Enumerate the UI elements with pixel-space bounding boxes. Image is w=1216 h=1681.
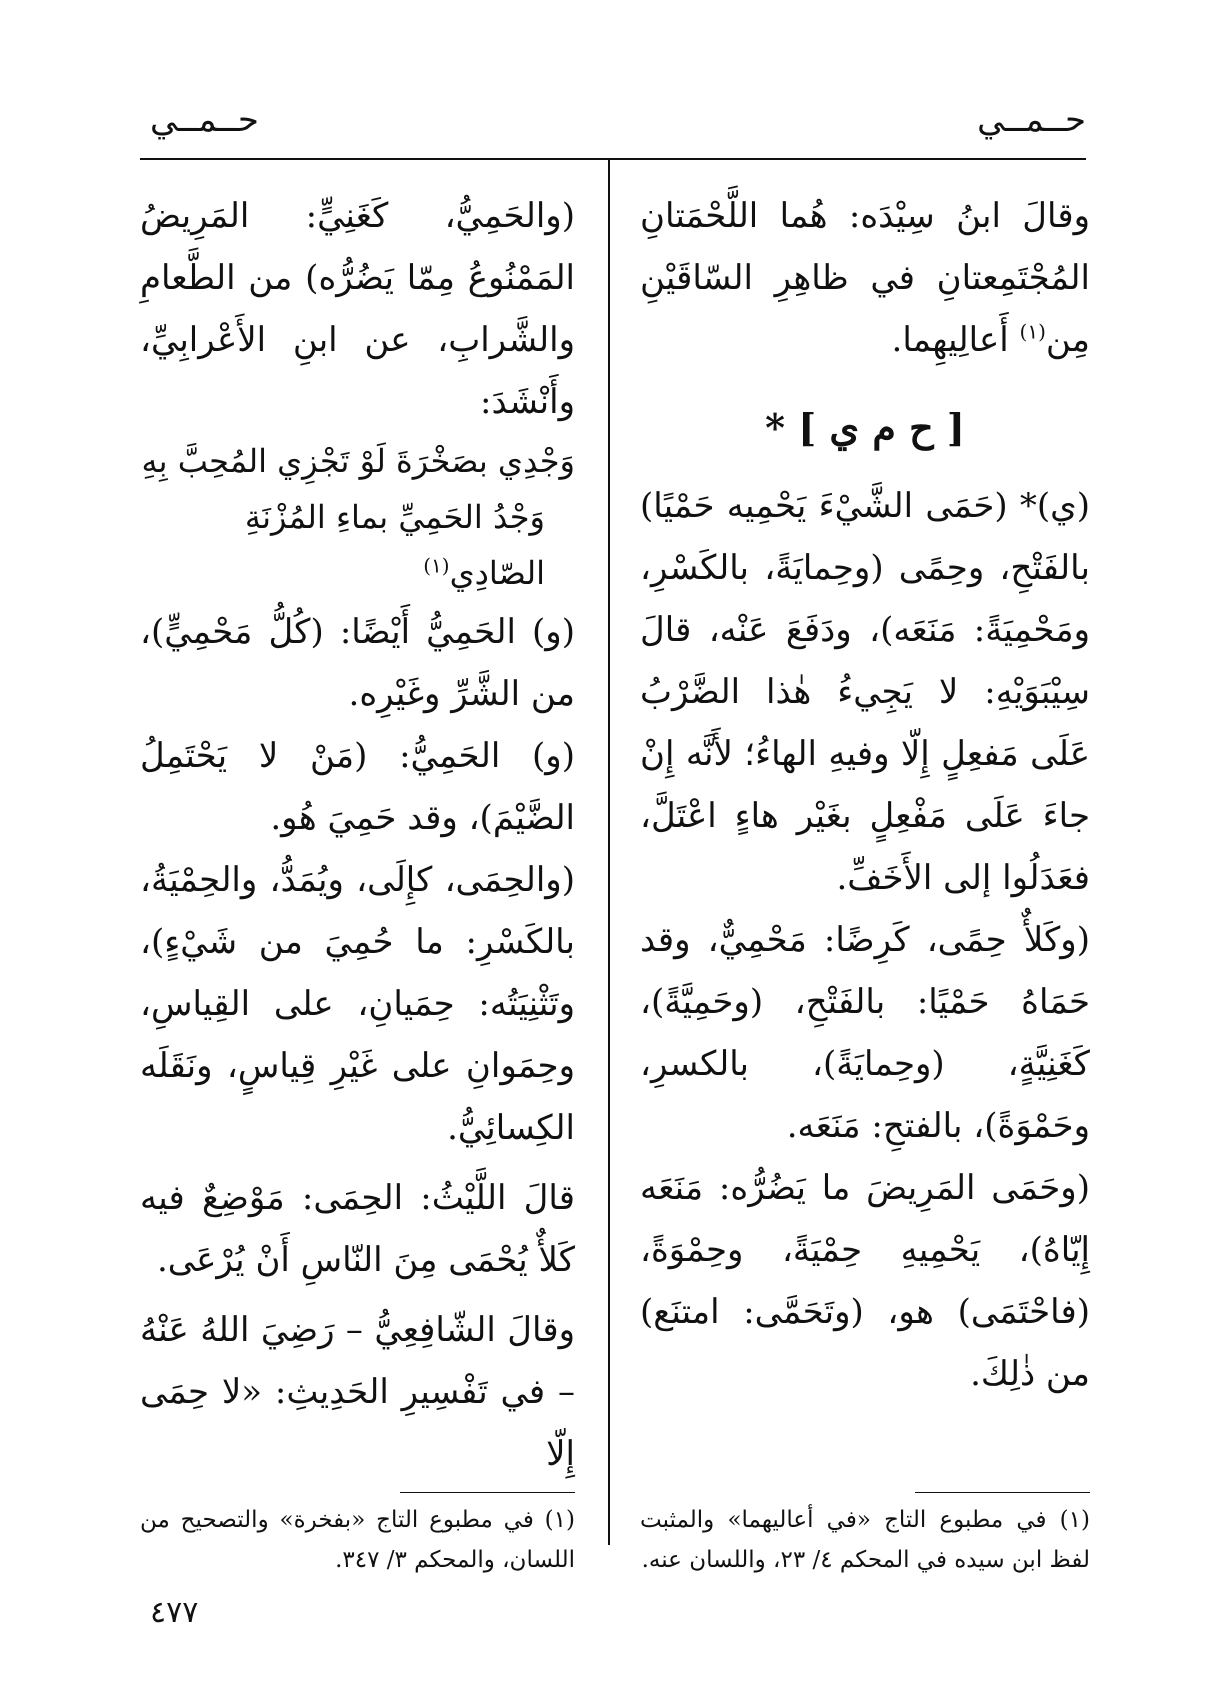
paragraph: (والحَمِيُّ، كَغَنِيٍّ: المَرِيضُ المَمْنُوعُ مِمّا يَضُرُّه) من الطَّعامِ والشَّرابِ، عن ابنِ الأَعْرابِيِّ، وأَنْشَدَ: bbox=[140, 196, 575, 422]
paragraph: (و) الحَمِيُّ: (مَنْ لا يَحْتَمِلُ الضَّيْمَ)، وقد حَمِيَ هُو. bbox=[140, 736, 575, 838]
paragraph-text: أَعالِيهِما. bbox=[891, 320, 1020, 360]
paragraph: (والحِمَى، كإِلَى، ويُمَدُّ، والحِمْيَةُ، بالكَسْرِ: ما حُمِيَ من شَيْءٍ)، وتَثْنِيَتُه: حِمَيانِ، على القِياسِ، وحِمَوانِ على غَيْرِ قِياسٍ، ونَقَلَه الكِسائِيُّ. bbox=[140, 860, 575, 1148]
footnote-right: (١) في مطبوع التاج «في أعاليهما» والمثبت لفظ ابن سيده في المحكم ٤/ ٢٣، واللسان عنه. bbox=[640, 1507, 1090, 1573]
running-header-right: حــمــي bbox=[977, 100, 1086, 140]
paragraph: (و) الحَمِيُّ أَيْضًا: (كُلُّ مَحْمِيٍّ)، من الشَّرِّ وغَيْرِه. bbox=[140, 612, 575, 714]
running-header-left: حــمــي bbox=[150, 100, 259, 140]
footnote-ref: (١) bbox=[423, 553, 450, 578]
paragraph: (وحَمَى المَرِيضَ ما يَضُرُّه: مَنَعَه إِيّاهُ)، يَحْمِيهِ حِمْيَةً، وحِمْوَةً، (فاحْتَمَى) هو، (وتَحَمَّى: امتنَع) من ذٰلِكَ. bbox=[640, 1168, 1090, 1394]
entry-heading: [ ح م ي ] * bbox=[765, 405, 965, 450]
verse-text: وَجْدُ الحَمِيِّ بماءِ المُزْنَةِ الصّادِي bbox=[244, 498, 545, 592]
header-rule bbox=[140, 158, 1086, 160]
paragraph: وقالَ الشّافِعِيُّ – رَضِيَ اللهُ عَنْهُ – في تَفْسِيرِ الحَدِيثِ: «لا حِمَى إِلّا bbox=[140, 1310, 575, 1474]
paragraph: (وكَلأٌ حِمًى، كَرِضًا: مَحْمِيٌّ، وقد حَمَاهُ حَمْيًا: بالفَتْحِ، (وحَمِيَّةً)، كَغَنِيَّةٍ، (وحِمايَةً)، بالكسرِ، وحَمْوَةً)، بالفتحِ: مَنَعَه. bbox=[640, 920, 1090, 1146]
left-column bbox=[140, 185, 575, 1485]
page-number: ٤٧٧ bbox=[150, 1595, 199, 1630]
verse-line bbox=[140, 489, 575, 601]
paragraph-text: وقالَ ابنُ سِيْدَه: هُما اللَّحْمَتانِ المُجْتَمِعتانِ في ظاهِرِ السّاقَيْنِ مِن bbox=[640, 196, 1090, 360]
footnote-left: (١) في مطبوع التاج «بفخرة» والتصحيح من اللسان، والمحكم ٣/ ٣٤٧. bbox=[140, 1507, 575, 1573]
paragraph bbox=[640, 185, 1090, 371]
verse-line: وَجْدِي بصَخْرَةَ لَوْ تَجْزِي المُحِبَّ بِهِ bbox=[141, 442, 575, 480]
column-divider bbox=[608, 160, 610, 1545]
footnote-rule bbox=[400, 1492, 575, 1493]
paragraph: (ي)* (حَمَى الشَّيْءَ يَحْمِيه حَمْيًا) بالفَتْحِ، وحِمًى (وحِمايَةً، بالكَسْرِ، ومَحْمِيَةً: مَنَعَه)، ودَفَعَ عَنْه، قالَ سِيْبَوَيْهِ: لا يَجِيءُ هٰذا الضَّرْبُ عَلَى مَفعِلٍ إِلّا وفيهِ الهاءُ؛ لأَنَّه إِنْ جاءَ عَلَى مَفْعِلٍ بغَيْر هاءٍ اعْتَلَّ، فعَدَلُوا إلى الأَخَفِّ. bbox=[640, 486, 1090, 898]
paragraph: قالَ اللَّيْثُ: الحِمَى: مَوْضِعٌ فيه كَلأٌ يُحْمَى مِنَ النّاسِ أَنْ يُرْعَى. bbox=[140, 1178, 575, 1280]
footnote-rule bbox=[915, 1492, 1090, 1493]
right-column bbox=[640, 185, 1090, 1405]
footnote-ref: (١) bbox=[1019, 319, 1046, 344]
